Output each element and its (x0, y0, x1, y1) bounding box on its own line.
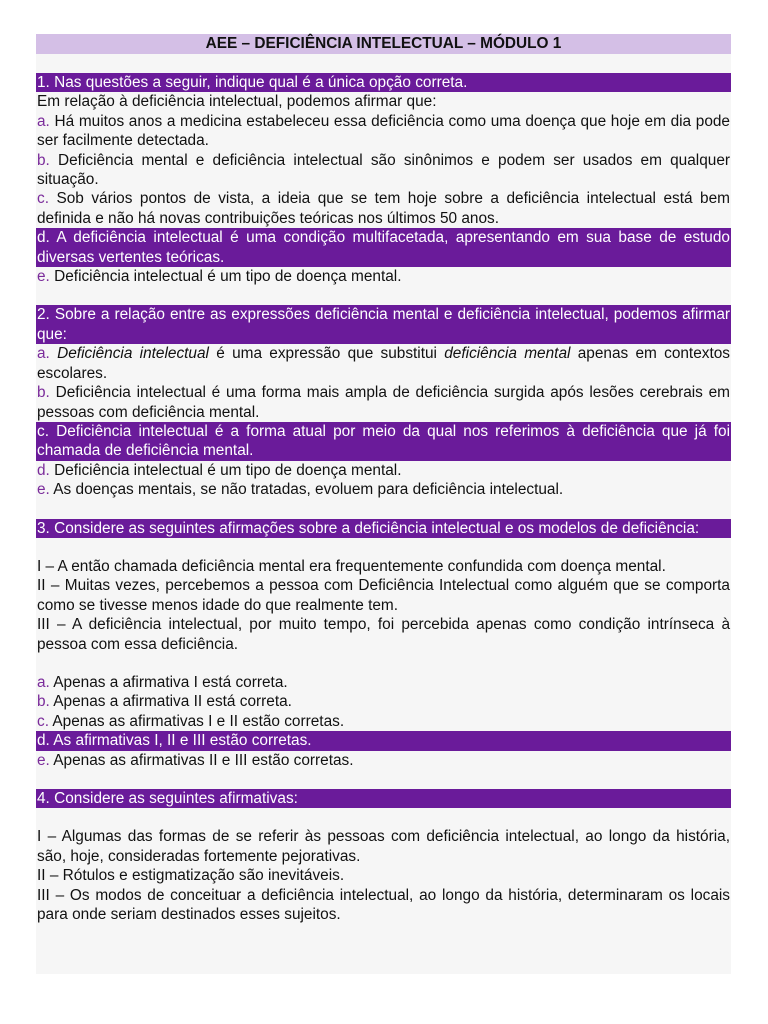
option-letter: c. (37, 190, 49, 208)
q1-option-d-correct: d. A deficiência intelectual é uma condição multifacetada, apresentando em sua base de estudo diversas vertentes teóricas. (37, 229, 730, 266)
option-letter: d. (37, 732, 50, 750)
question-2-text: 2. Sobre a relação entre as expressões deficiência mental e deficiência intelectual, podemos afirmar que: (37, 306, 730, 343)
q3-option-b: b. Apenas a afirmativa II está correta. (37, 693, 292, 711)
q1-option-b: b. Deficiência mental e deficiência intelectual são sinônimos e podem ser usados em qualquer situação. (37, 151, 730, 189)
question-1-text: 1. Nas questões a seguir, indique qual é a única opção correta. (36, 73, 731, 92)
q4-statement-1: I – Algumas das formas de se referir às pessoas com deficiência intelectual, ao longo da história, são, hoje, consideradas fortemente pejorativas. (37, 828, 730, 865)
page-title: AEE – DEFICIÊNCIA INTELECTUAL – MÓDULO 1 (36, 34, 731, 54)
q3-option-d-correct: d. As afirmativas I, II e III estão corretas. (36, 731, 731, 750)
option-letter: e. (37, 751, 50, 769)
q2-option-c-correct: c. Deficiência intelectual é a forma atual por meio da qual nos referimos à deficiência que já foi chamada de deficiência mental. (37, 422, 730, 460)
q2-option-d: d. Deficiência intelectual é um tipo de doença mental. (37, 461, 402, 479)
q2-option-a: a. Deficiência intelectual é uma expressão que substitui deficiência mental apenas em contextos escolares. (37, 345, 730, 382)
option-letter: e. (37, 268, 50, 286)
q1-option-e: e. Deficiência intelectual é um tipo de doença mental. (37, 268, 402, 286)
option-letter: d. (37, 461, 50, 479)
q3-option-a: a. Apenas a afirmativa I está correta. (37, 673, 288, 691)
q2-option-e: e. As doenças mentais, se não tratadas, evoluem para deficiência intelectual. (37, 481, 564, 499)
option-letter: e. (37, 481, 50, 499)
question-3-text: 3. Considere as seguintes afirmações sobre a deficiência intelectual e os modelos de deficiência: (36, 519, 731, 538)
q3-statement-1: I – A então chamada deficiência mental era frequentemente confundida com doença mental. (37, 557, 666, 575)
q3-option-c: c. Apenas as afirmativas I e II estão corretas. (37, 712, 345, 730)
q4-statement-3: III – Os modos de conceituar a deficiência intelectual, ao longo da história, determinaram os locais para onde seriam destinados esses sujeitos. (37, 886, 730, 924)
q3-statement-2: II – Muitas vezes, percebemos a pessoa com Deficiência Intelectual como alguém que se comporta como se tivesse menos idade do que realmente tem. (37, 577, 730, 614)
option-letter: c. (37, 712, 49, 730)
document-page (36, 34, 731, 974)
option-letter: a. (37, 673, 50, 691)
question-4-text: 4. Considere as seguintes afirmativas: (36, 789, 731, 808)
q1-option-c: c. Sob vários pontos de vista, a ideia que se tem hoje sobre a deficiência intelectual está bem definida e não há novas contribuições teóricas nos últimos 50 anos. (37, 190, 730, 227)
option-letter: a. (37, 112, 50, 130)
q3-statement-3: III – A deficiência intelectual, por muito tempo, foi percebida apenas como condição intrínseca à pessoa com essa deficiência. (37, 616, 730, 653)
option-letter: d. (37, 229, 50, 247)
q2-option-b: b. Deficiência intelectual é uma forma mais ampla de deficiência surgida após lesões cerebrais em pessoas com deficiência mental. (37, 384, 730, 421)
option-letter: a. (37, 345, 50, 363)
option-letter: b. (37, 384, 50, 402)
q1-option-a: a. Há muitos anos a medicina estabeleceu essa deficiência como uma doença que hoje em dia pode ser facilmente detectada. (37, 112, 730, 150)
option-letter: b. (37, 151, 50, 169)
question-1-intro: Em relação à deficiência intelectual, podemos afirmar que: (37, 93, 437, 111)
option-letter: b. (37, 693, 50, 711)
q3-option-e: e. Apenas as afirmativas II e III estão corretas. (37, 751, 354, 769)
option-letter: c. (37, 422, 49, 440)
q4-statement-2: II – Rótulos e estigmatização são inevitáveis. (37, 867, 345, 885)
